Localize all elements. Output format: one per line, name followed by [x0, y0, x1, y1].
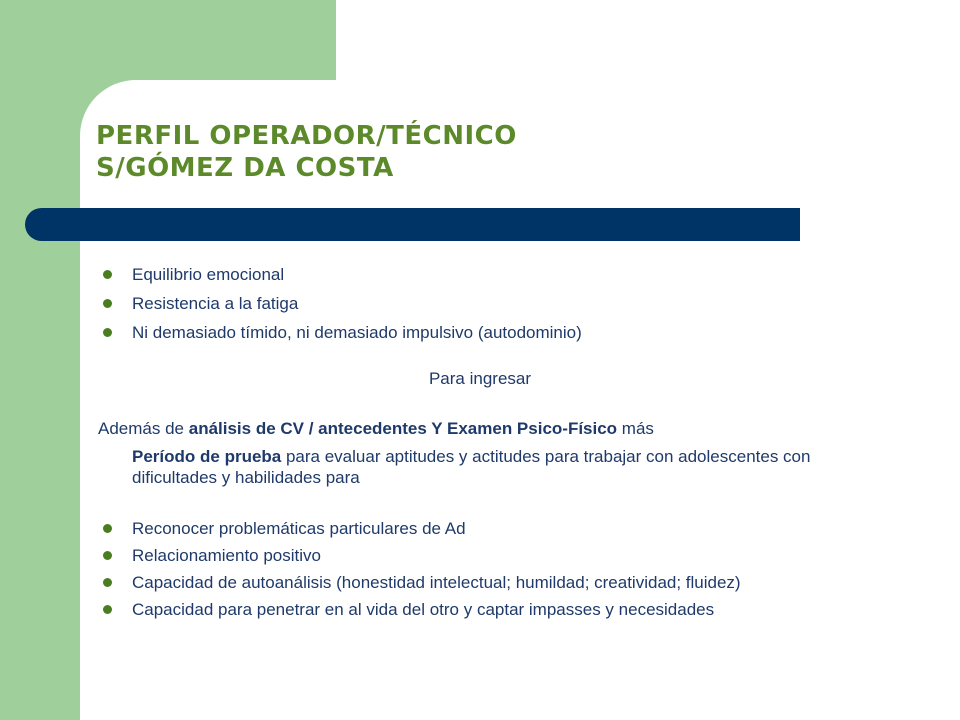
title-divider-bar-extension — [66, 238, 800, 241]
bullet-icon — [103, 605, 112, 614]
trial-period-bold: Período de prueba — [132, 447, 282, 466]
list-item — [0, 545, 880, 566]
list-item-text: Equilibrio emocional — [132, 265, 285, 284]
trial-period-text: para evaluar aptitudes y actitudes para trabajar con adolescentes con dificultades y habilidades para — [132, 447, 811, 487]
title-divider-bar — [25, 208, 800, 241]
bullet-list-top — [0, 264, 880, 351]
bullet-icon — [103, 551, 112, 560]
list-item-text: Reconocer problemáticas particulares de Ad — [132, 519, 466, 538]
slide-title — [96, 120, 517, 184]
list-item-text: Ni demasiado tímido, ni demasiado impulsivo (autodominio) — [132, 323, 582, 342]
list-item-text: Capacidad de autoanálisis (honestidad intelectual; humildad; creatividad; fluidez) — [132, 573, 741, 592]
list-item-text: Resistencia a la fatiga — [132, 294, 299, 313]
paragraph-bold: análisis de CV / antecedentes Y Examen Psico-Físico — [188, 419, 618, 438]
list-item — [0, 322, 880, 343]
list-item — [0, 572, 880, 593]
trial-period-paragraph — [132, 446, 852, 488]
requirements-paragraph — [98, 418, 838, 439]
bullet-list-bottom — [0, 518, 880, 626]
list-item — [0, 264, 880, 285]
bullet-icon — [103, 270, 112, 279]
slide-title-line-2: S/GÓMEZ DA COSTA — [96, 153, 394, 183]
slide-title-line-1: PERFIL OPERADOR/TÉCNICO — [96, 121, 517, 151]
list-item — [0, 293, 880, 314]
paragraph-prefix: Además de — [98, 419, 189, 438]
bullet-icon — [103, 524, 112, 533]
list-item-text: Relacionamiento positivo — [132, 546, 321, 565]
bullet-icon — [103, 299, 112, 308]
list-item — [0, 599, 880, 620]
centered-caption: Para ingresar — [428, 369, 532, 388]
list-item-text: Capacidad para penetrar en al vida del otro y captar impasses y necesidades — [132, 600, 715, 619]
bullet-icon — [103, 578, 112, 587]
bullet-icon — [103, 328, 112, 337]
paragraph-suffix: más — [617, 419, 654, 438]
list-item — [0, 518, 880, 539]
